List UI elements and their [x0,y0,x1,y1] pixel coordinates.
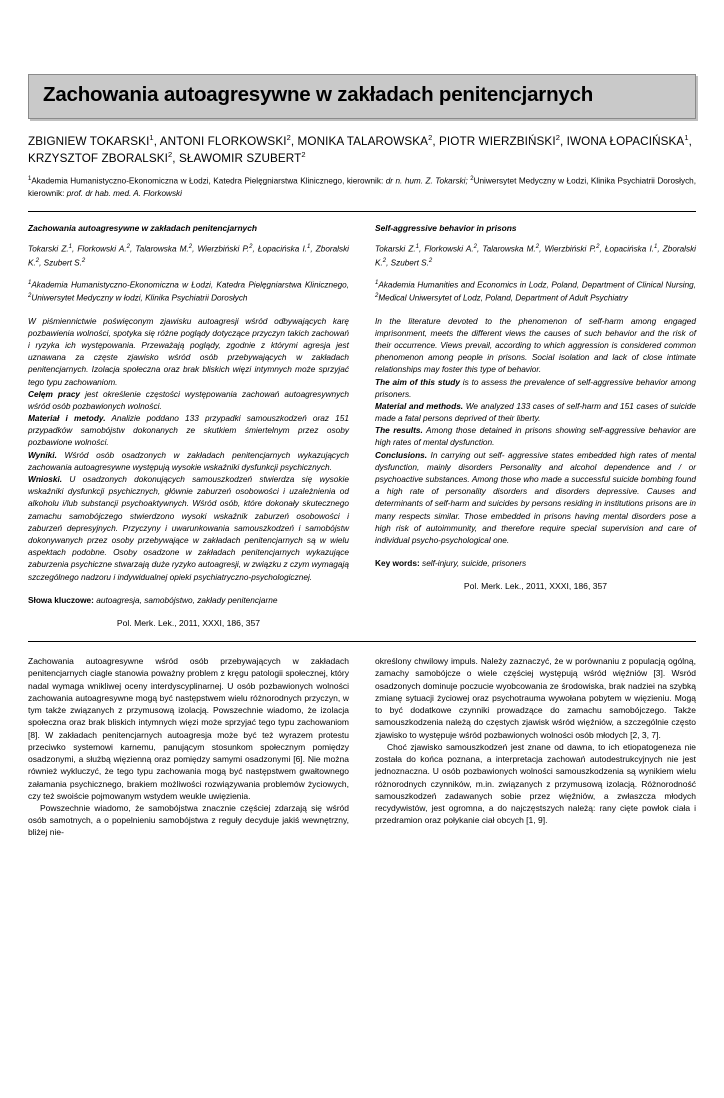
abstract-affil-en: $^1$Akademia Humanities and Economics in Lodz, Poland, Department of Clinical Nursing, $^2$Medical Uniwersytet of Lodz, Poland, Department of Adult Psychiatry [375,279,696,303]
abstract-authors-en: Tokarski Z.$^1$, Florkowski A.$^2$, Talarowska M.$^2$, Wierzbiński P.$^2$, Łopacińska I.$^1$, Zboralski K.$^2$, Szubert S.$^2$ [375,244,696,268]
body-column-right [375,655,696,839]
abstract-en-p4 [375,424,696,448]
title-banner [28,74,696,119]
author-affiliations: $^1$Akademia Humanistyczno-Ekonomiczna w Łodzi, Katedra Pielęgniarstwa Klinicznego, kierownik: dr n. hum. Z. Tokarski; $^2$Uniwersytet Medyczny w Łodzi, Klinika Psychiatrii Dorosłych, kierownik: prof. dr hab. med. A. Florkowski [28,176,696,198]
abstract-title-en: Self-aggressive behavior in prisons [375,223,517,234]
body-section [28,655,696,839]
abstract-en-methods-text: We analyzed 133 cases of self-harm and 151 cases of suicide made a fatal persons deprived of their liberty. [375,400,696,424]
abstract-pl-p2: Celęm pracy jest określenie częstości występowania zachowań autoagresywnych wśród osób pozbawionych wolności. [28,388,349,411]
keywords-en-label: Key words: [375,558,420,569]
abstract-en-results-label: The results. [375,425,423,436]
citation-en: Pol. Merk. Lek., 2011, XXXI, 186, 357 [463,581,608,592]
body-column-left [28,655,349,839]
article-page [0,74,724,1098]
abstract-en-p2: The aim of this study is to assess the prevalence of self-aggressive behavior among prisoners. [375,376,696,399]
keywords-pl [28,594,349,606]
abstract-pl-results-text: Wśród osób osadzonych w zakładach penitencjarnych wykazujących zachowania autoagresywne występują wysokie wskaźniki dysfunkcji psychicznych. [28,449,349,472]
abstract-en-p5 [375,449,696,547]
abstract-english [375,222,696,629]
keywords-pl-value: autoagresja, samobójstwo, zakłady penitencjarne [96,594,278,605]
abstract-pl-methods-text: Analizie poddano 133 przypadki samouszkodzeń oraz 151 przypadków samobójstw dokonanych ze skutkiem śmiertelnym przez osoby pozbawione wolności. [28,413,349,448]
abstract-section [28,222,696,629]
abstract-pl-p4 [28,449,349,473]
keywords-en-value: self-injury, suicide, prisoners [422,558,527,569]
abstract-authors-pl: Tokarski Z.$^1$, Florkowski A.$^2$, Talarowska M.$^2$, Wierzbiński P.$^2$, Łopacińska I.$^1$, Zboralski K.$^2$, Szubert S.$^2$ [28,244,349,268]
abstract-pl-p1: W piśmiennictwie poświęconym zjawisku autoagresji wśród odbywających karę pozbawienia wolności, spotyka się różne poglądy dotyczące przyczyn takich zachowań i ryzyka ich występowania. Przeważają poglądy, zgodnie z którymi agresja jest uznawana za częste zjawisko wśród osób przebywających w zakładach penitencjarnych. Izolacja społeczna oraz brak bliskich więzi intymnych może sprzyjać tego typu zachowaniom. [28,315,349,387]
body-left-p2: Powszechnie wiadomo, że samobójstwa znacznie częściej zdarzają się wśród osób samotnych, a o popelnieniu samobójstwa z reguły decyduje jakiś wewnętrzny, bliżej nie- [28,803,349,838]
abstract-en-conclusions-label: Conclusions. [375,449,428,460]
abstract-body-pl [28,315,349,583]
body-right-p1: określony chwilowy impuls. Należy zaznaczyć, że w porównaniu z populacją ogólną, zamachy samobójcze o wiele częściej występują wśród więźniów [3]. Wsród osadzonych dominuje poczucie wyobcowania ze środowiska, brak nadziei na szybką zmianę sytuacji życiowej oraz psychotrauma wywołana pobytem w więzieniu. Mogą to być dodatkowe czynniki prowadzące do zamachu samobójczego. Także samouszkodzenia należą do częstych zjawisk wśród więźniów, a szczególnie często zjawisko to występuje wśród pozbawionych wolności osób młodych [2, 3, 7]. [375,656,696,740]
abstract-pl-p5 [28,473,349,583]
abstract-en-aim-label: The aim of this study [375,376,460,387]
keywords-pl-label: Słowa kluczowe: [28,594,94,605]
abstract-pl-p3 [28,412,349,449]
body-right-p2: Choć zjawisko samouszkodzeń jest znane od dawna, to ich etiopatogeneza nie została do końca poznana, a interpretacja zachowań autodestrukcyjnych nie jest jednoznaczna. U osób pozbawionych wolności samouszkodzenia są wynikiem wielu różnorodnych czynników, m.in. związanych z przymusową izolacją. Różnorodność samouszkodzeń zadawanych sobie przez więźniów, a zwłaszcza młodych recydywistów, jest ogromna, a do najczęstszych należą: rany cięte powłok ciała i przedramion oraz połykanie ciał obcych [1, 9]. [375,741,696,826]
abstract-pl-results-label: Wyniki. [28,449,57,460]
abstract-pl-aim-label: Celęm pracy [28,388,81,399]
page-title: Zachowania autoagresywne w zakładach penitencjarnych [43,83,594,106]
abstract-title-pl: Zachowania autoagresywne w zakładach penitencjarnych [28,223,257,234]
keywords-en [375,557,696,569]
citation-pl: Pol. Merk. Lek., 2011, XXXI, 186, 357 [116,617,261,628]
abstract-en-results-text: Among those detained in prisons showing self-aggressive behavior are high rates of mental dysfunction. [375,425,697,448]
abstract-polish [28,222,349,629]
divider-top [28,211,696,212]
abstract-en-p3 [375,400,696,424]
abstract-pl-conclusions-label: Wnioski. [28,474,63,485]
body-left-p1: Zachowania autoagresywne wśród osób przebywających w zakładach penitencjarnych ciagle stanowia poważny problem z kręgu patologii społecznej, który nadal wymaga wnikliwej oceny interdyscyplinarnej. U osób pozbawionych wolności zachowania autoagresywne mogą być następstwem wielu różnorodnych przyczyn, w tym także związanych z przymusową izolacją. Powszechnie wiadomo, że izolacja społeczna oraz brak bliskich intymnych więzi może sprzyjać tego typu zachowaniom [8]. W zakładach penitencjarnych autoagresja może być też wyrazem protestu przeciwko systemowi karnemu, panującym stosunkom społecznym pomiędzy osadzonymi, a służbą więzienną oraz pomiędzy samymi osadzonymi [6]. Nie można również wykluczyć, że tego typu zachowania mogą być następstwem gwałtownego załamania psychicznego, brakiem możliwości rozwiązywania problemów życiowych, czy też swoiście pojmowanym wstydem weukle uwięzienia. [28,656,349,801]
abstract-affil-pl: $^1$Akademia Humanistyczno-Ekonomiczna w Łodzi, Katedra Pielęgniarstwa Klinicznego, $^2$Uniwersytet Medyczny w łodzi, Klinika Psychiatrii Dorosłych [28,279,349,303]
abstract-en-p1: In the literature devoted to the phenomenon of self-harm among engaged imprisonment, meets the different views the causes of such behavior and the risk of their occurrence. Views prevail, according to which aggression is considered common phenomenon among people in prisons. Social isolation and lack of close intimate relationships may foster this type of behavior. [375,315,696,375]
divider-bottom [28,641,696,642]
abstract-pl-methods-label: Materiał i metody. [28,413,106,424]
abstract-body-en [375,315,696,547]
abstract-en-methods-label: Material and methods. [375,400,464,411]
abstract-pl-conclusions-text: U osadzonych dokonujących samouszkodzeń stwierdza się wysokie wskaźniki dysfunkcji psychicznych, głównie zaburzeń osobowości i uzależnienia od alkoholu i/lub substancji psychoaktywnych. Wśród osób, które dokonały skutecznego zamachu samobójczego stwierdzono wysoki wskaźnik zaburzeń osobowości i zaburzeń depresyjnych. Przyczyny i uwarunkowania samouszkodzeń i samobójstw dokonywanych przez osoby przebywające w zakładach penitencjarnych są w wielu aspektach podobne. Osoby osadzone w zakładach penitencjarnych wykazujące zaburzenia psychiczne stwarzają duże ryzyko autoagresji, w związku z czym wymagają szczególnego nadzoru i indywidualnej opieki psychiatryczno-psychologicznej. [28,474,349,582]
abstract-en-conclusions-text: In carrying out self- aggressive states embedded high rates of mental dysfunction, mainly disorders Personality and alcohol dependence and / or psychoactive substances. Among those who made a successful suicide bombing found a high rate of personality disorders and disorders depressive. Causes and determinants of self-harm and suicides by persons residing in institutions prisons are in many respects similar. Those embedded in prisons having mental disorders pose a high risk of autoimmunity, and therefore require special supervision and care of individual psycho-psychological one. [375,449,696,545]
author-list: ZBIGNIEW TOKARSKI$^1$, ANTONI FLORKOWSKI$^2$, MONIKA TALAROWSKA$^2$, PIOTR WIERZBIŃSKI$^2$, IWONA ŁOPACIŃSKA$^1$, KRZYSZTOF ZBORALSKI$^2$, SŁAWOMIR SZUBERT$^2$ [28,132,692,166]
